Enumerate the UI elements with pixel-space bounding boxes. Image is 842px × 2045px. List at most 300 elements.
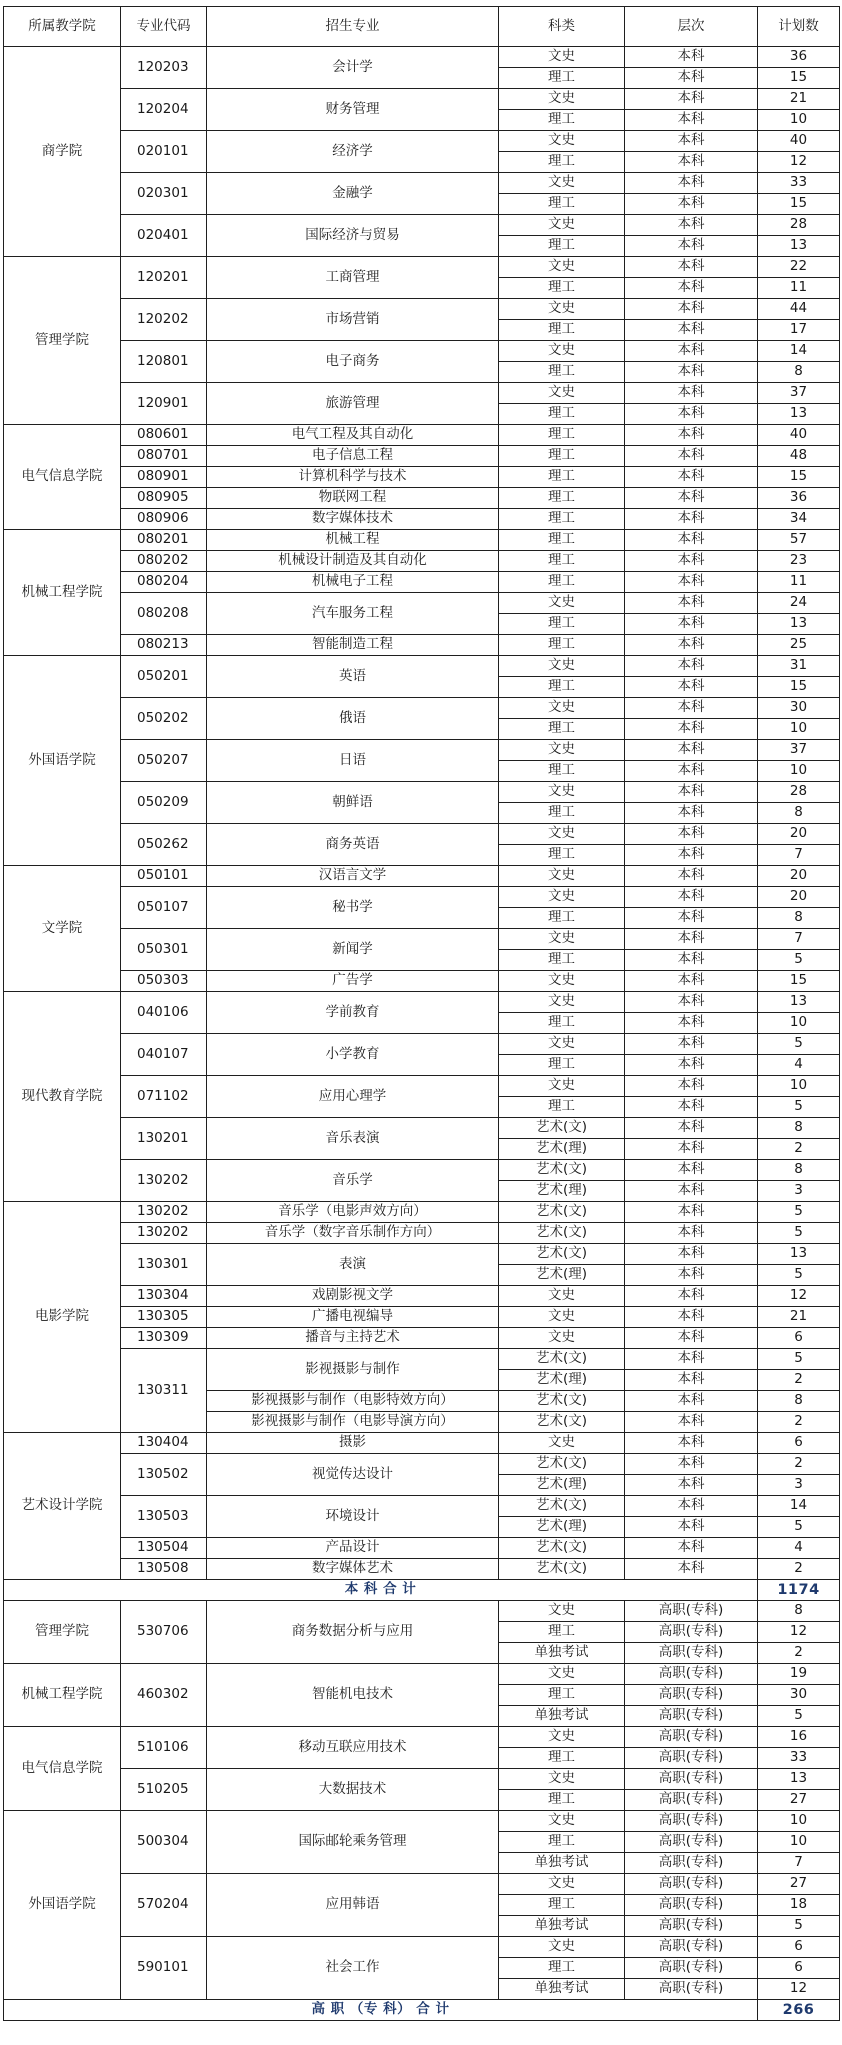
level-cell: 本科 bbox=[625, 383, 758, 404]
major-code-cell: 050209 bbox=[121, 782, 207, 824]
plan-count-cell: 36 bbox=[758, 47, 840, 68]
plan-count-cell: 10 bbox=[758, 1832, 840, 1853]
major-name-cell: 广告学 bbox=[207, 971, 499, 992]
college-cell: 管理学院 bbox=[4, 257, 121, 425]
plan-count-cell: 12 bbox=[758, 1979, 840, 2000]
level-cell: 本科 bbox=[625, 194, 758, 215]
level-cell: 本科 bbox=[625, 971, 758, 992]
category-cell: 理工 bbox=[499, 572, 625, 593]
vocational-total-label: 高 职 （专 科） 合 计 bbox=[4, 2000, 758, 2021]
major-code-cell: 050101 bbox=[121, 866, 207, 887]
plan-count-cell: 8 bbox=[758, 908, 840, 929]
major-code-cell: 120801 bbox=[121, 341, 207, 383]
category-cell: 理工 bbox=[499, 446, 625, 467]
level-cell: 本科 bbox=[625, 992, 758, 1013]
plan-count-cell: 15 bbox=[758, 194, 840, 215]
table-row bbox=[4, 1223, 840, 1244]
bachelor-total-value: 1174 bbox=[758, 1580, 840, 1601]
major-code-cell: 080701 bbox=[121, 446, 207, 467]
table-row bbox=[4, 467, 840, 488]
table-row bbox=[4, 89, 840, 110]
plan-count-cell: 5 bbox=[758, 1202, 840, 1223]
category-cell: 文史 bbox=[499, 1307, 625, 1328]
level-cell: 本科 bbox=[625, 446, 758, 467]
category-cell: 理工 bbox=[499, 803, 625, 824]
table-row bbox=[4, 1202, 840, 1223]
category-cell: 文史 bbox=[499, 992, 625, 1013]
plan-count-cell: 44 bbox=[758, 299, 840, 320]
table-row bbox=[4, 1727, 840, 1748]
major-name-cell: 音乐学（电影声效方向） bbox=[207, 1202, 499, 1223]
category-cell: 理工 bbox=[499, 950, 625, 971]
category-cell: 文史 bbox=[499, 1076, 625, 1097]
category-cell: 文史 bbox=[499, 1769, 625, 1790]
major-code-cell: 570204 bbox=[121, 1874, 207, 1937]
major-name-cell: 影视摄影与制作（电影导演方向） bbox=[207, 1412, 499, 1433]
category-cell: 艺术(文) bbox=[499, 1391, 625, 1412]
table-row bbox=[4, 1328, 840, 1349]
category-cell: 理工 bbox=[499, 1013, 625, 1034]
table-row bbox=[4, 1118, 840, 1139]
plan-count-cell: 20 bbox=[758, 824, 840, 845]
level-cell: 本科 bbox=[625, 698, 758, 719]
level-cell: 本科 bbox=[625, 1076, 758, 1097]
table-row bbox=[4, 656, 840, 677]
category-cell: 理工 bbox=[499, 236, 625, 257]
major-name-cell: 工商管理 bbox=[207, 257, 499, 299]
enrollment-plan-table bbox=[3, 6, 840, 2021]
bachelor-total-row bbox=[4, 1580, 840, 1601]
major-code-cell: 050301 bbox=[121, 929, 207, 971]
major-name-cell: 数字媒体技术 bbox=[207, 509, 499, 530]
plan-count-cell: 13 bbox=[758, 1769, 840, 1790]
category-cell: 艺术(文) bbox=[499, 1223, 625, 1244]
plan-count-cell: 6 bbox=[758, 1328, 840, 1349]
level-cell: 本科 bbox=[625, 278, 758, 299]
category-cell: 文史 bbox=[499, 257, 625, 278]
level-cell: 本科 bbox=[625, 362, 758, 383]
category-cell: 艺术(文) bbox=[499, 1496, 625, 1517]
major-code-cell: 130309 bbox=[121, 1328, 207, 1349]
level-cell: 本科 bbox=[625, 1349, 758, 1370]
plan-count-cell: 28 bbox=[758, 215, 840, 236]
level-cell: 本科 bbox=[625, 740, 758, 761]
level-cell: 本科 bbox=[625, 1517, 758, 1538]
level-cell: 本科 bbox=[625, 341, 758, 362]
plan-count-cell: 12 bbox=[758, 152, 840, 173]
plan-count-cell: 20 bbox=[758, 866, 840, 887]
category-cell: 文史 bbox=[499, 1286, 625, 1307]
table-row bbox=[4, 446, 840, 467]
table-row bbox=[4, 887, 840, 908]
table-row bbox=[4, 1349, 840, 1370]
plan-count-cell: 28 bbox=[758, 782, 840, 803]
major-code-cell: 120203 bbox=[121, 47, 207, 89]
table-row bbox=[4, 740, 840, 761]
plan-count-cell: 14 bbox=[758, 341, 840, 362]
major-code-cell: 130508 bbox=[121, 1559, 207, 1580]
category-cell: 艺术(理) bbox=[499, 1475, 625, 1496]
category-cell: 艺术(文) bbox=[499, 1538, 625, 1559]
major-name-cell: 金融学 bbox=[207, 173, 499, 215]
level-cell: 本科 bbox=[625, 152, 758, 173]
header-code: 专业代码 bbox=[121, 7, 207, 47]
category-cell: 理工 bbox=[499, 908, 625, 929]
category-cell: 文史 bbox=[499, 698, 625, 719]
plan-count-cell: 48 bbox=[758, 446, 840, 467]
plan-count-cell: 19 bbox=[758, 1664, 840, 1685]
level-cell: 本科 bbox=[625, 236, 758, 257]
major-code-cell: 130202 bbox=[121, 1223, 207, 1244]
major-name-cell: 国际邮轮乘务管理 bbox=[207, 1811, 499, 1874]
level-cell: 本科 bbox=[625, 635, 758, 656]
category-cell: 理工 bbox=[499, 1790, 625, 1811]
table-row bbox=[4, 1454, 840, 1475]
level-cell: 本科 bbox=[625, 1286, 758, 1307]
major-name-cell: 商务数据分析与应用 bbox=[207, 1601, 499, 1664]
major-code-cell: 120201 bbox=[121, 257, 207, 299]
plan-count-cell: 21 bbox=[758, 1307, 840, 1328]
category-cell: 文史 bbox=[499, 47, 625, 68]
header-plan-count: 计划数 bbox=[758, 7, 840, 47]
college-cell: 机械工程学院 bbox=[4, 530, 121, 656]
plan-count-cell: 8 bbox=[758, 803, 840, 824]
major-code-cell: 130311 bbox=[121, 1349, 207, 1433]
level-cell: 本科 bbox=[625, 1202, 758, 1223]
plan-count-cell: 37 bbox=[758, 740, 840, 761]
major-name-cell: 商务英语 bbox=[207, 824, 499, 866]
major-code-cell: 040106 bbox=[121, 992, 207, 1034]
major-name-cell: 影视摄影与制作 bbox=[207, 1349, 499, 1391]
plan-count-cell: 40 bbox=[758, 425, 840, 446]
plan-count-cell: 23 bbox=[758, 551, 840, 572]
major-code-cell: 130504 bbox=[121, 1538, 207, 1559]
level-cell: 本科 bbox=[625, 1412, 758, 1433]
major-code-cell: 080213 bbox=[121, 635, 207, 656]
table-row bbox=[4, 1076, 840, 1097]
plan-count-cell: 6 bbox=[758, 1937, 840, 1958]
major-name-cell: 朝鲜语 bbox=[207, 782, 499, 824]
plan-count-cell: 3 bbox=[758, 1475, 840, 1496]
category-cell: 单独考试 bbox=[499, 1706, 625, 1727]
category-cell: 艺术(理) bbox=[499, 1265, 625, 1286]
plan-count-cell: 5 bbox=[758, 1223, 840, 1244]
category-cell: 单独考试 bbox=[499, 1979, 625, 2000]
major-code-cell: 510106 bbox=[121, 1727, 207, 1769]
vocational-total-row bbox=[4, 2000, 840, 2021]
level-cell: 本科 bbox=[625, 656, 758, 677]
major-code-cell: 130202 bbox=[121, 1202, 207, 1223]
major-code-cell: 460302 bbox=[121, 1664, 207, 1727]
table-row bbox=[4, 530, 840, 551]
level-cell: 本科 bbox=[625, 110, 758, 131]
level-cell: 本科 bbox=[625, 89, 758, 110]
category-cell: 文史 bbox=[499, 1811, 625, 1832]
major-code-cell: 130404 bbox=[121, 1433, 207, 1454]
major-name-cell: 应用心理学 bbox=[207, 1076, 499, 1118]
level-cell: 本科 bbox=[625, 1034, 758, 1055]
table-row bbox=[4, 383, 840, 404]
table-row bbox=[4, 1244, 840, 1265]
level-cell: 本科 bbox=[625, 950, 758, 971]
category-cell: 理工 bbox=[499, 467, 625, 488]
level-cell: 高职(专科) bbox=[625, 1664, 758, 1685]
major-name-cell: 广播电视编导 bbox=[207, 1307, 499, 1328]
level-cell: 高职(专科) bbox=[625, 1937, 758, 1958]
category-cell: 理工 bbox=[499, 761, 625, 782]
major-code-cell: 120901 bbox=[121, 383, 207, 425]
major-code-cell: 130201 bbox=[121, 1118, 207, 1160]
table-row bbox=[4, 929, 840, 950]
table-row bbox=[4, 1874, 840, 1895]
plan-count-cell: 3 bbox=[758, 1181, 840, 1202]
level-cell: 高职(专科) bbox=[625, 1790, 758, 1811]
header-category: 科类 bbox=[499, 7, 625, 47]
plan-count-cell: 6 bbox=[758, 1958, 840, 1979]
plan-count-cell: 5 bbox=[758, 1706, 840, 1727]
college-cell: 商学院 bbox=[4, 47, 121, 257]
major-name-cell: 电子信息工程 bbox=[207, 446, 499, 467]
plan-count-cell: 10 bbox=[758, 761, 840, 782]
plan-count-cell: 5 bbox=[758, 1517, 840, 1538]
major-code-cell: 020301 bbox=[121, 173, 207, 215]
category-cell: 理工 bbox=[499, 425, 625, 446]
major-name-cell: 市场营销 bbox=[207, 299, 499, 341]
category-cell: 理工 bbox=[499, 404, 625, 425]
header-major: 招生专业 bbox=[207, 7, 499, 47]
plan-count-cell: 10 bbox=[758, 1811, 840, 1832]
table-row bbox=[4, 1538, 840, 1559]
category-cell: 单独考试 bbox=[499, 1643, 625, 1664]
major-code-cell: 020101 bbox=[121, 131, 207, 173]
table-row bbox=[4, 1034, 840, 1055]
table-row bbox=[4, 1307, 840, 1328]
plan-count-cell: 13 bbox=[758, 992, 840, 1013]
plan-count-cell: 10 bbox=[758, 1076, 840, 1097]
category-cell: 文史 bbox=[499, 173, 625, 194]
level-cell: 高职(专科) bbox=[625, 1706, 758, 1727]
level-cell: 本科 bbox=[625, 551, 758, 572]
level-cell: 本科 bbox=[625, 68, 758, 89]
plan-count-cell: 25 bbox=[758, 635, 840, 656]
category-cell: 文史 bbox=[499, 656, 625, 677]
category-cell: 理工 bbox=[499, 1622, 625, 1643]
plan-count-cell: 40 bbox=[758, 131, 840, 152]
major-code-cell: 080202 bbox=[121, 551, 207, 572]
category-cell: 艺术(文) bbox=[499, 1244, 625, 1265]
plan-count-cell: 34 bbox=[758, 509, 840, 530]
major-name-cell: 摄影 bbox=[207, 1433, 499, 1454]
major-name-cell: 秘书学 bbox=[207, 887, 499, 929]
table-row bbox=[4, 782, 840, 803]
plan-count-cell: 12 bbox=[758, 1622, 840, 1643]
level-cell: 本科 bbox=[625, 173, 758, 194]
plan-count-cell: 5 bbox=[758, 1916, 840, 1937]
category-cell: 文史 bbox=[499, 341, 625, 362]
major-name-cell: 音乐学（数字音乐制作方向） bbox=[207, 1223, 499, 1244]
level-cell: 本科 bbox=[625, 530, 758, 551]
category-cell: 艺术(理) bbox=[499, 1517, 625, 1538]
major-name-cell: 旅游管理 bbox=[207, 383, 499, 425]
major-name-cell: 音乐学 bbox=[207, 1160, 499, 1202]
category-cell: 文史 bbox=[499, 824, 625, 845]
major-name-cell: 日语 bbox=[207, 740, 499, 782]
level-cell: 本科 bbox=[625, 1559, 758, 1580]
major-name-cell: 汽车服务工程 bbox=[207, 593, 499, 635]
category-cell: 理工 bbox=[499, 110, 625, 131]
plan-count-cell: 13 bbox=[758, 1244, 840, 1265]
level-cell: 本科 bbox=[625, 1118, 758, 1139]
major-code-cell: 120202 bbox=[121, 299, 207, 341]
plan-count-cell: 30 bbox=[758, 1685, 840, 1706]
table-row bbox=[4, 1811, 840, 1832]
category-cell: 理工 bbox=[499, 1097, 625, 1118]
major-name-cell: 机械电子工程 bbox=[207, 572, 499, 593]
plan-count-cell: 20 bbox=[758, 887, 840, 908]
major-name-cell: 小学教育 bbox=[207, 1034, 499, 1076]
major-code-cell: 050207 bbox=[121, 740, 207, 782]
plan-count-cell: 8 bbox=[758, 1601, 840, 1622]
college-cell: 外国语学院 bbox=[4, 656, 121, 866]
level-cell: 本科 bbox=[625, 215, 758, 236]
table-body bbox=[4, 47, 840, 2021]
category-cell: 理工 bbox=[499, 509, 625, 530]
major-name-cell: 应用韩语 bbox=[207, 1874, 499, 1937]
plan-count-cell: 15 bbox=[758, 677, 840, 698]
category-cell: 文史 bbox=[499, 215, 625, 236]
level-cell: 本科 bbox=[625, 1475, 758, 1496]
major-code-cell: 050201 bbox=[121, 656, 207, 698]
major-code-cell: 130301 bbox=[121, 1244, 207, 1286]
plan-count-cell: 27 bbox=[758, 1874, 840, 1895]
table-row bbox=[4, 593, 840, 614]
category-cell: 文史 bbox=[499, 593, 625, 614]
plan-count-cell: 37 bbox=[758, 383, 840, 404]
major-name-cell: 经济学 bbox=[207, 131, 499, 173]
category-cell: 文史 bbox=[499, 1937, 625, 1958]
major-code-cell: 590101 bbox=[121, 1937, 207, 2000]
header-row bbox=[4, 7, 840, 47]
category-cell: 文史 bbox=[499, 383, 625, 404]
plan-count-cell: 16 bbox=[758, 1727, 840, 1748]
plan-count-cell: 12 bbox=[758, 1286, 840, 1307]
level-cell: 本科 bbox=[625, 1307, 758, 1328]
major-code-cell: 130304 bbox=[121, 1286, 207, 1307]
plan-count-cell: 7 bbox=[758, 1853, 840, 1874]
category-cell: 理工 bbox=[499, 152, 625, 173]
plan-count-cell: 13 bbox=[758, 236, 840, 257]
major-name-cell: 智能机电技术 bbox=[207, 1664, 499, 1727]
major-code-cell: 130502 bbox=[121, 1454, 207, 1496]
header-college: 所属教学院 bbox=[4, 7, 121, 47]
level-cell: 本科 bbox=[625, 257, 758, 278]
table-row bbox=[4, 1937, 840, 1958]
major-name-cell: 学前教育 bbox=[207, 992, 499, 1034]
table-row bbox=[4, 824, 840, 845]
plan-count-cell: 13 bbox=[758, 404, 840, 425]
level-cell: 本科 bbox=[625, 1244, 758, 1265]
plan-count-cell: 11 bbox=[758, 278, 840, 299]
plan-count-cell: 8 bbox=[758, 1160, 840, 1181]
table-row bbox=[4, 341, 840, 362]
level-cell: 本科 bbox=[625, 908, 758, 929]
category-cell: 单独考试 bbox=[499, 1853, 625, 1874]
level-cell: 高职(专科) bbox=[625, 1958, 758, 1979]
vocational-total-value: 266 bbox=[758, 2000, 840, 2021]
plan-count-cell: 4 bbox=[758, 1055, 840, 1076]
level-cell: 高职(专科) bbox=[625, 1727, 758, 1748]
major-code-cell: 130202 bbox=[121, 1160, 207, 1202]
plan-count-cell: 18 bbox=[758, 1895, 840, 1916]
table-row bbox=[4, 1160, 840, 1181]
category-cell: 理工 bbox=[499, 530, 625, 551]
plan-count-cell: 5 bbox=[758, 1097, 840, 1118]
major-code-cell: 530706 bbox=[121, 1601, 207, 1664]
category-cell: 理工 bbox=[499, 845, 625, 866]
category-cell: 理工 bbox=[499, 677, 625, 698]
level-cell: 本科 bbox=[625, 1223, 758, 1244]
category-cell: 理工 bbox=[499, 68, 625, 89]
level-cell: 本科 bbox=[625, 1328, 758, 1349]
plan-count-cell: 15 bbox=[758, 467, 840, 488]
college-cell: 管理学院 bbox=[4, 1601, 121, 1664]
major-code-cell: 050262 bbox=[121, 824, 207, 866]
level-cell: 本科 bbox=[625, 614, 758, 635]
category-cell: 艺术(文) bbox=[499, 1349, 625, 1370]
level-cell: 高职(专科) bbox=[625, 1769, 758, 1790]
plan-count-cell: 8 bbox=[758, 362, 840, 383]
category-cell: 艺术(文) bbox=[499, 1118, 625, 1139]
level-cell: 高职(专科) bbox=[625, 1685, 758, 1706]
level-cell: 本科 bbox=[625, 929, 758, 950]
category-cell: 理工 bbox=[499, 1895, 625, 1916]
category-cell: 理工 bbox=[499, 1958, 625, 1979]
table-row bbox=[4, 488, 840, 509]
table-row bbox=[4, 572, 840, 593]
major-name-cell: 国际经济与贸易 bbox=[207, 215, 499, 257]
plan-count-cell: 10 bbox=[758, 1013, 840, 1034]
plan-count-cell: 5 bbox=[758, 950, 840, 971]
category-cell: 艺术(文) bbox=[499, 1412, 625, 1433]
category-cell: 文史 bbox=[499, 866, 625, 887]
level-cell: 本科 bbox=[625, 1181, 758, 1202]
level-cell: 高职(专科) bbox=[625, 1874, 758, 1895]
table-row bbox=[4, 131, 840, 152]
category-cell: 理工 bbox=[499, 278, 625, 299]
category-cell: 文史 bbox=[499, 971, 625, 992]
category-cell: 文史 bbox=[499, 929, 625, 950]
major-name-cell: 视觉传达设计 bbox=[207, 1454, 499, 1496]
major-name-cell: 音乐表演 bbox=[207, 1118, 499, 1160]
major-name-cell: 新闻学 bbox=[207, 929, 499, 971]
plan-count-cell: 6 bbox=[758, 1433, 840, 1454]
category-cell: 文史 bbox=[499, 782, 625, 803]
level-cell: 高职(专科) bbox=[625, 1748, 758, 1769]
level-cell: 本科 bbox=[625, 1265, 758, 1286]
plan-count-cell: 5 bbox=[758, 1349, 840, 1370]
category-cell: 文史 bbox=[499, 299, 625, 320]
category-cell: 艺术(文) bbox=[499, 1160, 625, 1181]
level-cell: 本科 bbox=[625, 1433, 758, 1454]
table-row bbox=[4, 698, 840, 719]
major-name-cell: 物联网工程 bbox=[207, 488, 499, 509]
level-cell: 本科 bbox=[625, 299, 758, 320]
category-cell: 文史 bbox=[499, 131, 625, 152]
table-row bbox=[4, 215, 840, 236]
table-row bbox=[4, 257, 840, 278]
level-cell: 本科 bbox=[625, 404, 758, 425]
category-cell: 理工 bbox=[499, 1748, 625, 1769]
